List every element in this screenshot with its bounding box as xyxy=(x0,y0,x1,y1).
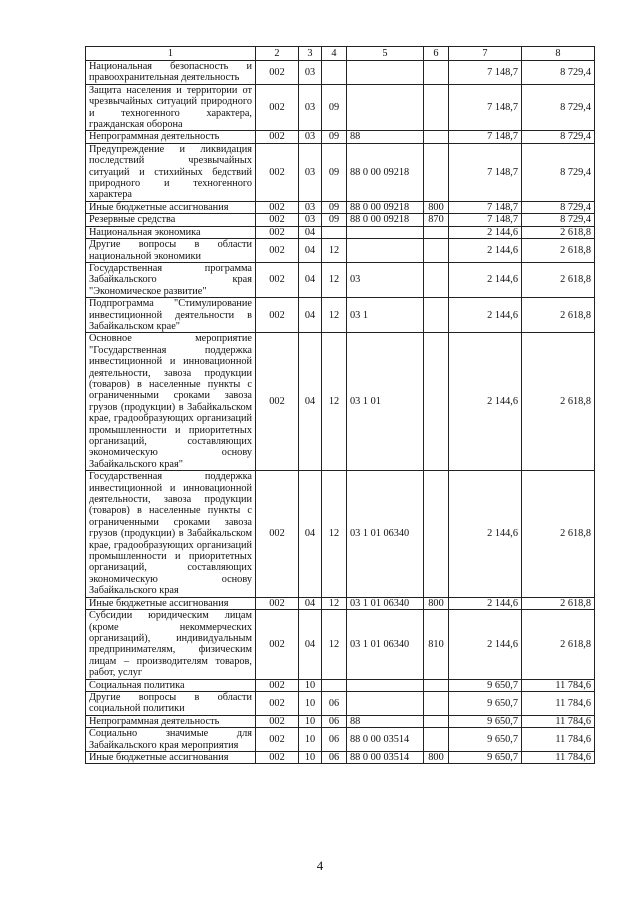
subsection-code-cell: 09 xyxy=(322,84,347,131)
expense-type-code-cell: 810 xyxy=(424,610,449,679)
section-code-cell: 10 xyxy=(299,728,322,752)
amount-column-7-cell: 9 650,7 xyxy=(449,751,522,763)
item-name-cell: Подпрограмма "Стимулирование инвестиционной деятельности в Забайкальском крае" xyxy=(86,298,256,333)
expense-type-code-cell xyxy=(424,262,449,297)
amount-column-7-cell: 7 148,7 xyxy=(449,131,522,143)
table-row xyxy=(86,715,595,727)
expense-type-code-cell xyxy=(424,143,449,201)
subsection-code-cell: 09 xyxy=(322,214,347,226)
target-article-code-cell xyxy=(347,691,424,715)
target-article-code-cell: 88 0 00 09218 xyxy=(347,143,424,201)
admin-code-cell: 002 xyxy=(256,214,299,226)
admin-code-cell: 002 xyxy=(256,61,299,85)
item-name-cell: Непрограммная деятельность xyxy=(86,715,256,727)
item-name-cell: Субсидии юридическим лицам (кроме некоммерческих организаций), индивидуальным предпринимателям, физическим лицам – производителям товаров, работ, услуг xyxy=(86,610,256,679)
target-article-code-cell xyxy=(347,226,424,238)
item-name-cell: Национальная безопасность и правоохранительная деятельность xyxy=(86,61,256,85)
expense-type-code-cell xyxy=(424,471,449,597)
target-article-code-cell: 88 xyxy=(347,715,424,727)
expense-type-code-cell xyxy=(424,84,449,131)
amount-column-8-cell: 11 784,6 xyxy=(522,751,595,763)
target-article-code-cell: 03 xyxy=(347,262,424,297)
table-row xyxy=(86,131,595,143)
section-code-cell: 03 xyxy=(299,143,322,201)
target-article-code-cell: 88 0 00 09218 xyxy=(347,214,424,226)
table-row xyxy=(86,143,595,201)
subsection-code-cell: 12 xyxy=(322,262,347,297)
subsection-code-cell xyxy=(322,679,347,691)
item-name-cell: Другие вопросы в области социальной политики xyxy=(86,691,256,715)
target-article-code-cell: 88 xyxy=(347,131,424,143)
expense-type-code-cell: 800 xyxy=(424,597,449,609)
section-code-cell: 10 xyxy=(299,679,322,691)
amount-column-8-cell: 8 729,4 xyxy=(522,143,595,201)
subsection-code-cell: 09 xyxy=(322,143,347,201)
section-code-cell: 03 xyxy=(299,214,322,226)
amount-column-8-cell: 8 729,4 xyxy=(522,201,595,213)
admin-code-cell: 002 xyxy=(256,471,299,597)
header-cell: 8 xyxy=(522,47,595,61)
table-row xyxy=(86,226,595,238)
expense-type-code-cell xyxy=(424,226,449,238)
subsection-code-cell: 12 xyxy=(322,239,347,263)
table-row xyxy=(86,262,595,297)
expense-type-code-cell xyxy=(424,239,449,263)
subsection-code-cell: 12 xyxy=(322,333,347,471)
admin-code-cell: 002 xyxy=(256,239,299,263)
section-code-cell: 04 xyxy=(299,333,322,471)
subsection-code-cell: 09 xyxy=(322,131,347,143)
target-article-code-cell: 03 1 01 06340 xyxy=(347,471,424,597)
amount-column-7-cell: 7 148,7 xyxy=(449,84,522,131)
item-name-cell: Иные бюджетные ассигнования xyxy=(86,751,256,763)
subsection-code-cell: 06 xyxy=(322,728,347,752)
table-row xyxy=(86,471,595,597)
table-row xyxy=(86,610,595,679)
subsection-code-cell: 12 xyxy=(322,597,347,609)
amount-column-7-cell: 9 650,7 xyxy=(449,715,522,727)
section-code-cell: 10 xyxy=(299,715,322,727)
item-name-cell: Государственная программа Забайкальского края "Экономическое развитие" xyxy=(86,262,256,297)
amount-column-7-cell: 9 650,7 xyxy=(449,679,522,691)
header-cell: 3 xyxy=(299,47,322,61)
target-article-code-cell: 03 1 01 06340 xyxy=(347,597,424,609)
target-article-code-cell: 03 1 xyxy=(347,298,424,333)
table-row xyxy=(86,214,595,226)
amount-column-8-cell: 2 618,8 xyxy=(522,597,595,609)
table-row xyxy=(86,84,595,131)
header-cell: 6 xyxy=(424,47,449,61)
amount-column-8-cell: 8 729,4 xyxy=(522,131,595,143)
item-name-cell: Основное мероприятие "Государственная поддержка инвестиционной и инновационной деятельности, завоза продукции (товаров) в населенные пункты с ограниченными сроками завоза грузов (продукции) в Забайкальском крае, градообразующих организаций промышленности и приоритетных организаций, составляющих экономическую основу Забайкальского края" xyxy=(86,333,256,471)
item-name-cell: Социально значимые для Забайкальского края мероприятия xyxy=(86,728,256,752)
section-code-cell: 03 xyxy=(299,131,322,143)
item-name-cell: Иные бюджетные ассигнования xyxy=(86,597,256,609)
section-code-cell: 03 xyxy=(299,61,322,85)
item-name-cell: Непрограммная деятельность xyxy=(86,131,256,143)
amount-column-7-cell: 7 148,7 xyxy=(449,201,522,213)
expense-type-code-cell xyxy=(424,131,449,143)
admin-code-cell: 002 xyxy=(256,610,299,679)
amount-column-7-cell: 2 144,6 xyxy=(449,471,522,597)
expense-type-code-cell xyxy=(424,298,449,333)
admin-code-cell: 002 xyxy=(256,84,299,131)
expense-type-code-cell xyxy=(424,679,449,691)
page-number: 4 xyxy=(316,858,324,873)
expense-type-code-cell: 800 xyxy=(424,751,449,763)
admin-code-cell: 002 xyxy=(256,298,299,333)
amount-column-7-cell: 2 144,6 xyxy=(449,226,522,238)
amount-column-7-cell: 7 148,7 xyxy=(449,143,522,201)
admin-code-cell: 002 xyxy=(256,597,299,609)
section-code-cell: 04 xyxy=(299,239,322,263)
table-body xyxy=(86,61,595,764)
admin-code-cell: 002 xyxy=(256,715,299,727)
amount-column-8-cell: 2 618,8 xyxy=(522,471,595,597)
subsection-code-cell: 06 xyxy=(322,691,347,715)
target-article-code-cell: 88 0 00 09218 xyxy=(347,201,424,213)
amount-column-8-cell: 2 618,8 xyxy=(522,298,595,333)
table-row xyxy=(86,728,595,752)
header-cell: 5 xyxy=(347,47,424,61)
admin-code-cell: 002 xyxy=(256,691,299,715)
table-row xyxy=(86,201,595,213)
admin-code-cell: 002 xyxy=(256,143,299,201)
item-name-cell: Предупреждение и ликвидация последствий чрезвычайных ситуаций и стихийных бедствий природного и техногенного характера xyxy=(86,143,256,201)
amount-column-7-cell: 2 144,6 xyxy=(449,262,522,297)
item-name-cell: Резервные средства xyxy=(86,214,256,226)
amount-column-7-cell: 7 148,7 xyxy=(449,61,522,85)
amount-column-8-cell: 11 784,6 xyxy=(522,728,595,752)
header-cell: 2 xyxy=(256,47,299,61)
subsection-code-cell xyxy=(322,61,347,85)
expense-type-code-cell xyxy=(424,728,449,752)
admin-code-cell: 002 xyxy=(256,333,299,471)
amount-column-7-cell: 7 148,7 xyxy=(449,214,522,226)
amount-column-8-cell: 8 729,4 xyxy=(522,61,595,85)
amount-column-8-cell: 2 618,8 xyxy=(522,239,595,263)
admin-code-cell: 002 xyxy=(256,679,299,691)
target-article-code-cell: 88 0 00 03514 xyxy=(347,728,424,752)
header-cell: 1 xyxy=(86,47,256,61)
subsection-code-cell: 06 xyxy=(322,751,347,763)
amount-column-7-cell: 2 144,6 xyxy=(449,610,522,679)
budget-table xyxy=(85,46,595,764)
item-name-cell: Социальная политика xyxy=(86,679,256,691)
amount-column-7-cell: 9 650,7 xyxy=(449,691,522,715)
section-code-cell: 04 xyxy=(299,226,322,238)
amount-column-7-cell: 9 650,7 xyxy=(449,728,522,752)
item-name-cell: Защита населения и территории от чрезвычайных ситуаций природного и техногенного характера, гражданская оборона xyxy=(86,84,256,131)
target-article-code-cell xyxy=(347,679,424,691)
table-row xyxy=(86,298,595,333)
amount-column-7-cell: 2 144,6 xyxy=(449,597,522,609)
subsection-code-cell xyxy=(322,226,347,238)
admin-code-cell: 002 xyxy=(256,728,299,752)
target-article-code-cell xyxy=(347,61,424,85)
amount-column-8-cell: 2 618,8 xyxy=(522,333,595,471)
amount-column-8-cell: 2 618,8 xyxy=(522,262,595,297)
subsection-code-cell: 09 xyxy=(322,201,347,213)
amount-column-8-cell: 11 784,6 xyxy=(522,715,595,727)
expense-type-code-cell xyxy=(424,715,449,727)
expense-type-code-cell: 870 xyxy=(424,214,449,226)
amount-column-8-cell: 2 618,8 xyxy=(522,226,595,238)
subsection-code-cell: 06 xyxy=(322,715,347,727)
admin-code-cell: 002 xyxy=(256,201,299,213)
expense-type-code-cell xyxy=(424,61,449,85)
table-row xyxy=(86,597,595,609)
header-cell: 4 xyxy=(322,47,347,61)
target-article-code-cell xyxy=(347,84,424,131)
admin-code-cell: 002 xyxy=(256,226,299,238)
header-row xyxy=(86,47,595,61)
amount-column-8-cell: 8 729,4 xyxy=(522,214,595,226)
expense-type-code-cell: 800 xyxy=(424,201,449,213)
expense-type-code-cell xyxy=(424,691,449,715)
amount-column-7-cell: 2 144,6 xyxy=(449,298,522,333)
admin-code-cell: 002 xyxy=(256,131,299,143)
section-code-cell: 03 xyxy=(299,84,322,131)
item-name-cell: Другие вопросы в области национальной экономики xyxy=(86,239,256,263)
amount-column-8-cell: 2 618,8 xyxy=(522,610,595,679)
amount-column-8-cell: 11 784,6 xyxy=(522,679,595,691)
section-code-cell: 04 xyxy=(299,262,322,297)
section-code-cell: 04 xyxy=(299,610,322,679)
section-code-cell: 10 xyxy=(299,751,322,763)
subsection-code-cell: 12 xyxy=(322,471,347,597)
table-row xyxy=(86,61,595,85)
amount-column-7-cell: 2 144,6 xyxy=(449,239,522,263)
expense-type-code-cell xyxy=(424,333,449,471)
subsection-code-cell: 12 xyxy=(322,610,347,679)
table-row xyxy=(86,751,595,763)
section-code-cell: 03 xyxy=(299,201,322,213)
admin-code-cell: 002 xyxy=(256,262,299,297)
table-row xyxy=(86,333,595,471)
header-cell: 7 xyxy=(449,47,522,61)
amount-column-8-cell: 11 784,6 xyxy=(522,691,595,715)
target-article-code-cell: 88 0 00 03514 xyxy=(347,751,424,763)
section-code-cell: 10 xyxy=(299,691,322,715)
subsection-code-cell: 12 xyxy=(322,298,347,333)
amount-column-7-cell: 2 144,6 xyxy=(449,333,522,471)
item-name-cell: Иные бюджетные ассигнования xyxy=(86,201,256,213)
section-code-cell: 04 xyxy=(299,471,322,597)
item-name-cell: Национальная экономика xyxy=(86,226,256,238)
admin-code-cell: 002 xyxy=(256,751,299,763)
target-article-code-cell: 03 1 01 06340 xyxy=(347,610,424,679)
table-row xyxy=(86,679,595,691)
target-article-code-cell xyxy=(347,239,424,263)
target-article-code-cell: 03 1 01 xyxy=(347,333,424,471)
table-row xyxy=(86,691,595,715)
amount-column-8-cell: 8 729,4 xyxy=(522,84,595,131)
section-code-cell: 04 xyxy=(299,298,322,333)
section-code-cell: 04 xyxy=(299,597,322,609)
table-row xyxy=(86,239,595,263)
item-name-cell: Государственная поддержка инвестиционной и инновационной деятельности, завоза продукции (товаров) в населенные пункты с ограниченными сроками завоза грузов (продукции) в Забайкальском крае, градообразующих организаций промышленности и приоритетных организаций, составляющих экономическую основу Забайкальского края xyxy=(86,471,256,597)
